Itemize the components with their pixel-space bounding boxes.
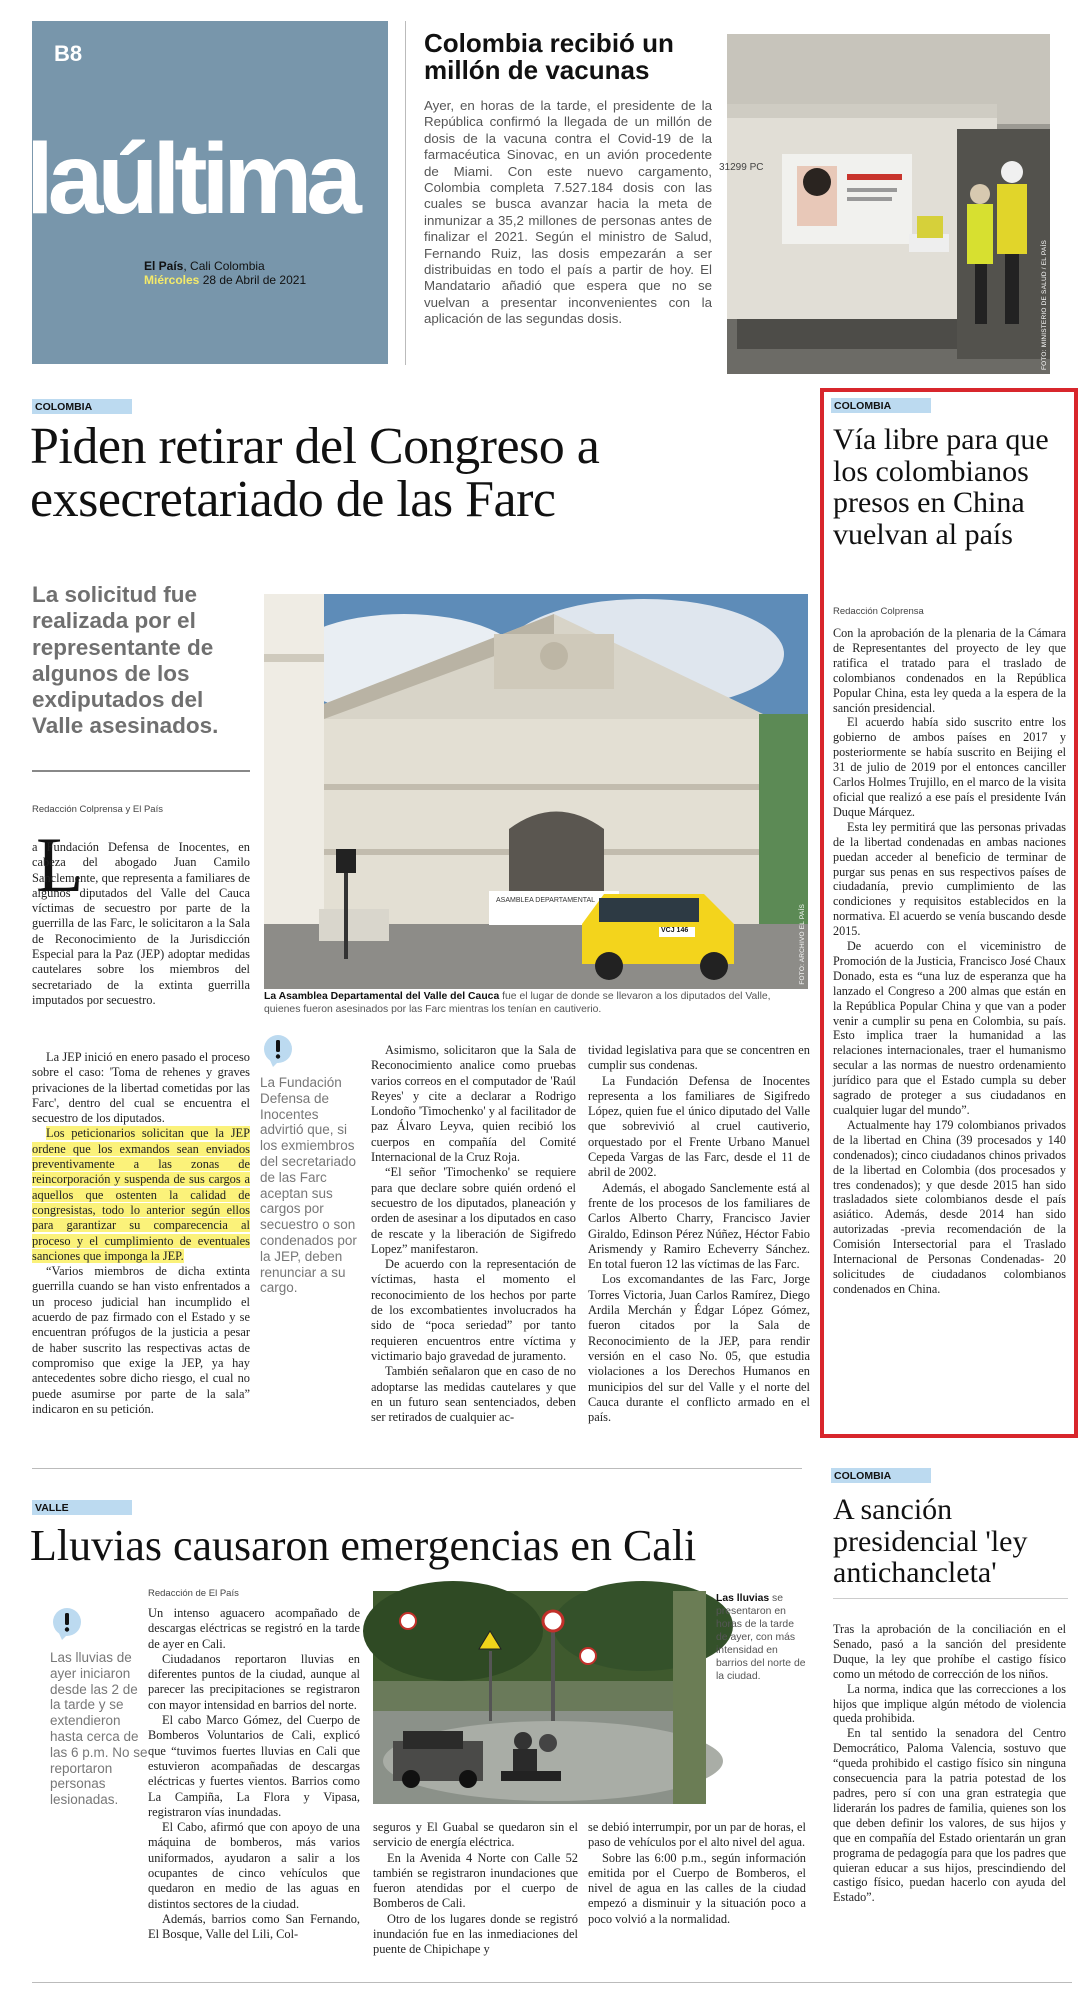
china-p4: De acuerdo con el viceministro de Promoción de la Justicia, Francisco José Chaux Donado, esta es “una luz de esperanza que ha lanzado el Congreso a 200 almas que están en la República Popular China y que van a poder venir a cumplir su pena en Colombia, su país. Esto implica traer la humanidad a las relaciones internacionales, traer el humanismo secular a las normas de nuestro ordenamiento jurídico para que el Estado cumpla su deber sagrado de proteger a sus ciudadanos en cualquier lugar del mundo”. (833, 939, 1066, 1117)
top-divider-vertical (405, 21, 406, 365)
flood-photo-illustration (373, 1591, 706, 1804)
lluvias-headline: Lluvias causaron emergencias en Cali (30, 1521, 697, 1570)
china-headline: Vía libre para que los colombianos presos en China vuelvan al país (833, 423, 1049, 551)
china-p5: Actualmente hay 179 colombianos privados de la libertad en China (39 procesados y 140 condenados); cinco ciudadanos chinos privados de la libertad en Colombia (dos procesados y tres condenados); y que desde 2015 han sido trasladados siete colombianos desde el país asiático. Además, desde 2014 han sido autorizadas -previa recomendación de la Comisión Intersectorial para el Traslado Internacional de Personas Condenadas- 20 solicitudes de ciudadanos colombianos condenados en China. (833, 1117, 1066, 1296)
farc-p1: a Fundación Defensa de Inocentes, en cabeza del abogado Juan Camilo Sanclemente, que representa a familiares de algunos diputados del Valle del Cauca víctimas de secuestro por parte de la guerrilla de las Farc, le solicitaron a la Sala de Reconocimiento de la Jurisdicción Especial para la Paz (JEP) adoptar medidas cautelares sobre los miembros del secretariado de la extinta guerrilla imputados por secuestro. (32, 840, 250, 1007)
farc-col2 (371, 1043, 576, 1425)
flood-caption (716, 1592, 806, 1683)
lluvias-c2-p1: seguros y El Guabal se quedaron sin el servicio de energía eléctrica. (373, 1820, 578, 1850)
ley-tag: COLOMBIA (831, 1468, 931, 1483)
ley-body (833, 1622, 1066, 1905)
lluvias-c3-p1: se debió interrumpir, por un par de horas, el paso de vehículos por el alto nivel del agua. (588, 1820, 806, 1850)
ley-p3: En tal sentido la senadora del Centro Democrático, Paloma Valencia, sostuvo que “queda prohibido el castigo físico sin ninguna consecuencia para la patria potestad de los padres, pero sí con una gran estrategia que liderarán los padres de familia, quienes son los que deben definir los valores, de sus hijos y que en compañía del Estado orientarán un gran programa de pedagogía para que los padres que quieran educar a sus hijos, prescindiendo del castigo físico, puedan hacerlo con ayuda del Estado”. (833, 1726, 1066, 1905)
china-byline: Redacción Colprensa (833, 606, 924, 617)
lluvias-c1-p1: Un intenso aguacero acompañado de descargas eléctricas se registró en la tarde de ayer en Cali. (148, 1606, 360, 1651)
lluvias-col2 (373, 1820, 578, 1958)
lluvias-col1 (148, 1606, 360, 1943)
lluvias-c3-p2: Sobre las 6:00 p.m., según información emitida por el Cuerpo de Bomberos, el nivel de agua en las calles de la ciudad empezó a disminuir y la situación poco a poco volvió a la normalidad. (588, 1850, 806, 1926)
farc-c3-p3: Además, el abogado Sanclemente está al frente de los procesos de los familiares de Carlos Alberto Charry, Francisco Javier Giraldo, Edinson Pérez Núñez, Héctor Fabio Arismendy y Ramiro Echeverry Sánchez. En total fueron 12 las víctimas de las Farc. (588, 1180, 810, 1272)
lluvias-byline: Redacción de El País (148, 1588, 239, 1599)
masthead (26, 21, 388, 364)
ley-headline: A sanción presidencial 'ley antichancleta' (833, 1493, 1028, 1589)
farc-p4: “Varios miembros de dicha extinta guerrilla cuando se han visto enfrentados a un proceso judicial han incumplido el acuerdo de paz firmado con el Estado y se encuentran prófugos de la justicia a pesar de haber suscrito las respectivas actas de compromiso que exige la JEP, ya hay antecedentes sobre dicho riesgo, el cual no puede asumirse por parte de la sala” indicaron en su petición. (32, 1264, 250, 1416)
farc-c3-p1: tividad legislativa para que se concentren en cumplir sus condenas. (588, 1043, 810, 1073)
lluvias-c1-p5: Además, barrios como San Fernando, El Bosque, Valle del Lili, Col- (148, 1911, 360, 1942)
vaccine-headline: Colombia recibió un millón de vacunas (424, 28, 674, 85)
farc-deck: La solicitud fue realizada por el representante de algunos de los exdiputados del Valle asesinados. (32, 582, 219, 739)
farc-c2-p2: “El señor 'Timochenko' se requiere para que declare sobre quién ordenó el secuestro de los diputados, planeación y orden de asesinar a los diputados en caso de rescate y la liberación de Sigifredo Lopez” manifestaron. (371, 1165, 576, 1256)
section-tag-colombia: COLOMBIA (32, 399, 132, 414)
info-bubble-icon (263, 1034, 293, 1068)
farc-byline: Redacción Colprensa y El País (32, 804, 163, 815)
section-logo: laúltima (26, 123, 356, 235)
city: , Cali Colombia (183, 259, 265, 273)
masthead-dateline (144, 259, 306, 287)
page-number: B8 (54, 41, 83, 66)
china-body (833, 626, 1066, 1297)
farc-c3-p2: La Fundación Defensa de Inocentes representa a los familiares de Sigifredo López, quien fue el único diputado del Valle que sobrevivió al cruel cautiverio, orquestado por el Frente Urbano Manuel Cepeda Vargas de las Farc, desde el 11 de abril de 2002. (588, 1073, 810, 1180)
lluvias-c1-p3: El cabo Marco Gómez, del Cuerpo de Bomberos Voluntarios de Cali, explicó que “tuvimos fuertes lluvias en Cali que estuvieron acompañadas de descargas eléctricas y fuertes vientos. Barrios como La Campiña, La Flora y Vipasa, registraron vías inundadas. (148, 1713, 360, 1819)
assembly-photo (264, 594, 808, 989)
vaccine-text: Ayer, en horas de la tarde, el presidente de la República confirmó la llegada de un millón de dosis de la vacuna contra el Covid-19 de la farmacéutica Sinovac, en un avión procedente de Miami. Con este nuevo cargamento, Colombia completa 7.527.184 dosis con las cuales se busca avanzar hacia la meta de inmunizar a 35,2 millones de personas antes de finalizar el 2021. Según el ministro de Salud, Fernando Ruiz, las dosis empezarán a ser distribuidas en todo el país a partir de hoy. El Mandatario añadió que espera que no se vuelvan a presentar inconvenientes con la aplicación de las segundas dosis. (424, 98, 712, 327)
assembly-caption (264, 990, 804, 1016)
lluvias-c2-p3: Otro de los lugares donde se registró inundación fue en las inmediaciones del puente de Chipichape y (373, 1911, 578, 1957)
ley-p2: La norma, indica que las correcciones a los hijos que implique algún método de violencia queda prohibida. (833, 1681, 1066, 1726)
farc-c2-p1: Asimismo, solicitaron que la Sala de Reconocimiento analice como pruebas varios correos en el computador de 'Raúl Reyes' y cite a declarar a Rodrigo Londoño 'Timochenko' y al facilitador de paz Álvaro Leyva, quien recibió los cuerpos en compañía del Comité Internacional de la Cruz Roja. (371, 1043, 576, 1165)
lluvias-tag: VALLE (32, 1500, 132, 1515)
box-label: 31299 PC (719, 162, 764, 173)
assembly-photo-illustration (264, 594, 808, 989)
farc-headline: Piden retirar del Congreso a exsecretariado de las Farc (30, 418, 600, 528)
farc-c2-p4: También señalaron que en caso de no adoptarse las medidas cautelares y que en un futuro sean sentenciados, deben ser retirados de cualquier ac- (371, 1364, 576, 1425)
highlighted-passage: Los peticionarios solicitan que la JEP ordene que los exmandos sean enviados preventivamente a las zonas de reincorporación y suspenda de sus cargos a aquellos que ostenten la calidad de congresistas, todo lo anterior según ellos para garantizar su comparecencia al proceso y el cumplimiento de eventuales sanciones que imponga la JEP. (32, 1126, 250, 1263)
flood-caption-text: se presentaron en horas de la tarde de ayer, con más intensidad en barrios del norte de la ciudad. (716, 1593, 806, 1682)
farc-c2-p3: De acuerdo con la representación de víctimas, hasta el momento el reconocimiento de los hechos por parte de los excombatientes involucrados ha sido de “poca seriedad” por tanto requieren encuentros entre víctima y victimario bajo gravedad de juramento. (371, 1257, 576, 1363)
deck-rule (32, 770, 250, 772)
ley-rule (833, 1598, 1068, 1599)
farc-p3 (32, 1126, 250, 1264)
paper-name: El País (144, 259, 184, 273)
date: 28 de Abril de 2021 (202, 273, 307, 287)
dropcap: L (36, 821, 84, 908)
info-bubble-icon-2 (52, 1607, 82, 1641)
farc-col1 (32, 840, 250, 1008)
taxi-plate: VCJ 146 (661, 927, 689, 934)
section-divider (32, 1468, 802, 1469)
lluvias-side-note: Las lluvias de ayer iniciaron desde las 2 de la tarde y se extendieron hasta cerca de las 6 p.m. No se reportaron personas lesionadas. (50, 1650, 148, 1808)
vaccine-photo-illustration (727, 34, 1050, 374)
china-p3: Esta ley permitirá que las personas privadas de la libertad condenadas en ambas naciones puedan acceder al beneficio de terminar de purgar sus penas en sus respectivos países de ciudadanía, previo cumplimiento de las condiciones y requisitos establecidos en la normativa. El acuerdo se venía buscando desde 2015. (833, 819, 1066, 939)
farc-p2: La JEP inició en enero pasado el proceso sobre el caso: 'Toma de rehenes y graves privaciones de la libertad cometidas por las Farc', dentro del cual se encuentra el secuestro de los diputados. (32, 1050, 250, 1126)
building-sign: ASAMBLEA DEPARTAMENTAL (496, 897, 596, 904)
vaccine-photo-credit: FOTO: MINISTERIO DE SALUD / EL PAÍS (1041, 239, 1048, 370)
weekday: Miércoles (144, 273, 200, 287)
china-p1: Con la aprobación de la plenaria de la Cámara de Representantes del proyecto de ley que ratifica el tratado para el traslado de colombianos condenados en la República Popular China, esta ley queda a la espera de la sanción presidencial. (833, 626, 1066, 715)
ley-p1: Tras la aprobación de la conciliación en el Senado, pasó a la sanción del presidente Duque, la ley que prohíbe el castigo físico como un método de corrección de los niños. (833, 1622, 1066, 1681)
farc-side-note: La Fundación Defensa de Inocentes advirtió que, si los exmiembros del secretariado de las Farc aceptan sus cargos por secuestro o son condenados por la JEP, deben renunciar a su cargo. (260, 1075, 357, 1296)
assembly-caption-lead: La Asamblea Departamental del Valle del Cauca (264, 991, 500, 1002)
lluvias-c2-p2: En la Avenida 4 Norte con Calle 52 también se registraron inundaciones que fueron atendidas por el cuerpo de Bomberos de Cali. (373, 1850, 578, 1911)
lluvias-c1-p4: El Cabo, afirmó que con apoyo de una máquina de bomberos, más varios uniformados, ayudaron a salir a los ocupantes de cinco vehículos que quedaron en medio de las aguas en distintos sectores de la ciudad. (148, 1820, 360, 1911)
farc-col3 (588, 1043, 810, 1425)
assembly-photo-credit: FOTO: ARCHIVO EL PAÍS (799, 904, 806, 985)
flood-photo (373, 1591, 706, 1804)
farc-c3-p4: Los excomandantes de las Farc, Jorge Torres Victoria, Juan Carlos Ramírez, Diego Ardila Merchán y Édgar López Gómez, fueron citados por la Sala de Reconocimiento de la JEP, para rendir versión en el caso No. 05, que estudia violaciones a los Derechos Humanos en municipios del sur del Valle y el norte del Cauca durante el conflicto armado en el país. (588, 1272, 810, 1425)
lluvias-c1-p2: Ciudadanos reportaron lluvias en diferentes puntos de la ciudad, aunque al parecer las precipitaciones se registraron con mayor intensidad en barrios del norte. (148, 1651, 360, 1712)
vaccine-photo (719, 34, 1050, 374)
assembly-caption-text: fue el lugar de donde se llevaron a los diputados del Valle, quienes fueron asesinados por las Farc mientras los tenían en cautiverio. (264, 991, 771, 1015)
bottom-rule (32, 1982, 1072, 1983)
china-tag: COLOMBIA (831, 398, 931, 413)
farc-col1-cont (32, 1050, 250, 1417)
lluvias-col3 (588, 1820, 806, 1927)
flood-caption-lead: Las lluvias (716, 1593, 770, 1604)
china-p2: El acuerdo había sido suscrito entre los gobierno de ambos países en 2017 y posteriormente se había suscrito en Beijing el 31 de julio de 2019 por el entonces canciller Carlos Holmes Trujillo, en el marco de la visita oficial que realizó a ese país el presidente Iván Duque Márquez. (833, 715, 1066, 819)
